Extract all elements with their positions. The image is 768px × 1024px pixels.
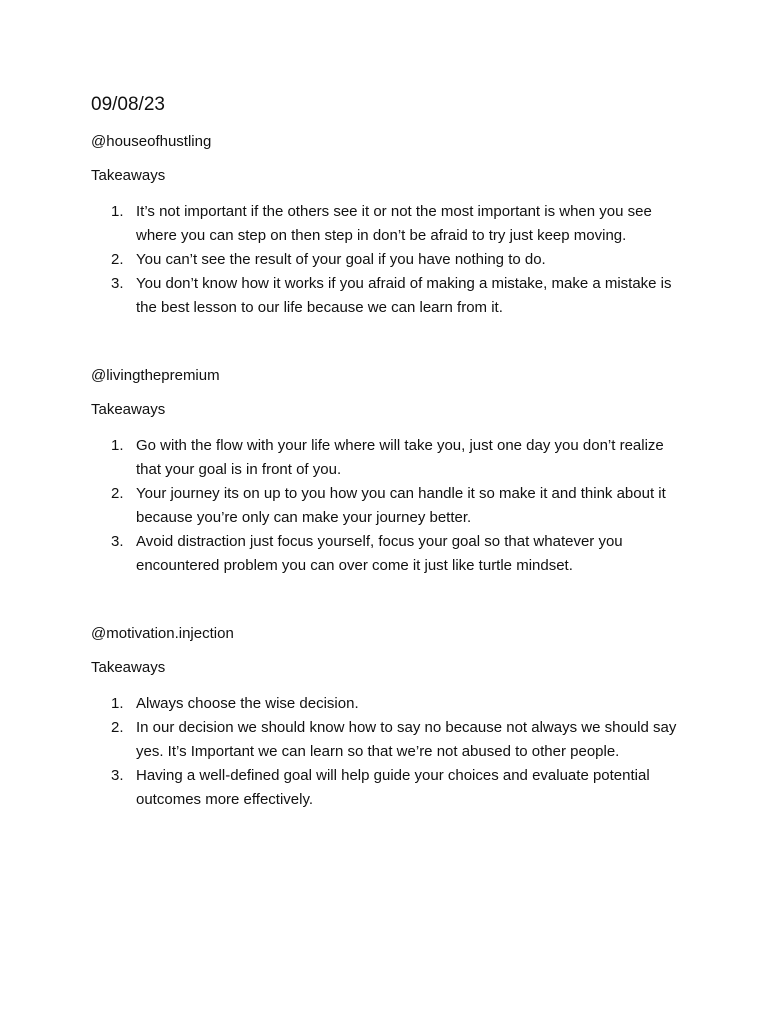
section-motivation-injection [91, 624, 691, 812]
list-item [91, 482, 691, 530]
list-item-text: You don’t know how it works if you afraid of making a mistake, make a mistake is the best lesson to our life because we can learn from it. [136, 275, 672, 316]
list-item-text: Go with the flow with your life where will take you, just one day you don’t realize that your goal is in front of you. [136, 437, 664, 478]
section-label: Takeaways [91, 167, 166, 184]
list-item-number: 3. [111, 767, 124, 784]
document-page [91, 92, 691, 812]
list-item-number: 2. [111, 485, 124, 502]
list-item-number: 1. [111, 695, 124, 712]
section-label: Takeaways [91, 401, 166, 418]
list-item-text: Always choose the wise decision. [136, 695, 359, 712]
list-item [91, 692, 691, 716]
section-handle: @livingthepremium [91, 367, 220, 384]
section-houseofhustling [91, 132, 691, 320]
list-item-text: It’s not important if the others see it or not the most important is when you see where you can step on then step in don’t be afraid to try just keep moving. [136, 203, 652, 244]
takeaways-list [91, 434, 691, 578]
list-item-number: 2. [111, 719, 124, 736]
list-item-text: In our decision we should know how to say no because not always we should say yes. It’s Important we can learn so that we’re not abused to other people. [136, 719, 677, 760]
section-spacer [91, 320, 691, 366]
section-spacer [91, 578, 691, 624]
list-item-text: Avoid distraction just focus yourself, focus your goal so that whatever you encountered problem you can over come it just like turtle mindset. [136, 533, 623, 574]
list-item [91, 530, 691, 578]
list-item-number: 3. [111, 533, 124, 550]
list-item-number: 2. [111, 251, 124, 268]
document-date: 09/08/23 [91, 94, 165, 115]
list-item-text: Having a well-defined goal will help guide your choices and evaluate potential outcomes more effectively. [136, 767, 650, 808]
list-item-number: 1. [111, 203, 124, 220]
takeaways-list [91, 200, 691, 320]
list-item-text: You can’t see the result of your goal if you have nothing to do. [136, 251, 546, 268]
list-item [91, 248, 691, 272]
list-item-number: 3. [111, 275, 124, 292]
list-item-number: 1. [111, 437, 124, 454]
section-handle: @motivation.injection [91, 625, 234, 642]
list-item [91, 200, 691, 248]
list-item [91, 716, 691, 764]
list-item [91, 272, 691, 320]
list-item-text: Your journey its on up to you how you can handle it so make it and think about it because you’re only can make your journey better. [136, 485, 666, 526]
list-item [91, 434, 691, 482]
section-label: Takeaways [91, 659, 166, 676]
takeaways-list [91, 692, 691, 812]
section-handle: @houseofhustling [91, 133, 212, 150]
section-livingthepremium [91, 366, 691, 578]
list-item [91, 764, 691, 812]
